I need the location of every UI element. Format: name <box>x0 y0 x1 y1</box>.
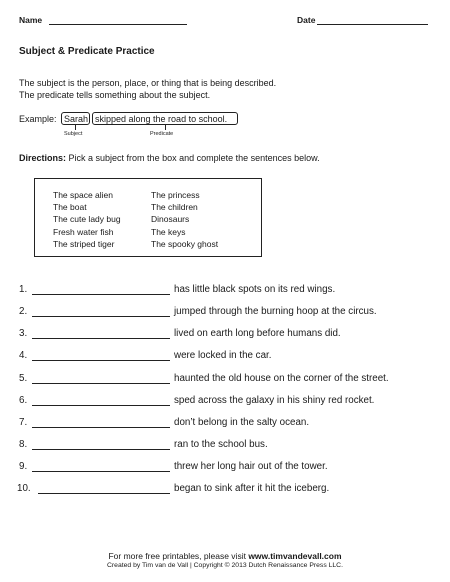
question-number: 1. <box>19 284 28 295</box>
answer-blank[interactable] <box>32 427 170 428</box>
name-label: Name <box>19 15 43 25</box>
subject-pointer <box>75 125 76 130</box>
answer-blank[interactable] <box>32 383 170 384</box>
question-predicate: threw her long hair out of the tower. <box>174 461 328 472</box>
question-row <box>0 303 450 323</box>
footer-line-2: Created by Tim van de Vall | Copyright © 2013 Dutch Renaissance Press LLC. <box>107 562 343 569</box>
subject-option: Fresh water fish <box>53 226 114 237</box>
answer-blank[interactable] <box>32 360 170 361</box>
subject-column-left <box>53 189 121 250</box>
question-number: 10. <box>17 483 31 494</box>
date-field[interactable] <box>317 24 428 25</box>
answer-blank[interactable] <box>32 449 170 450</box>
question-predicate: ran to the school bus. <box>174 439 268 450</box>
question-predicate: haunted the old house on the corner of the street. <box>174 373 389 384</box>
answer-blank[interactable] <box>32 471 170 472</box>
question-number: 9. <box>19 461 28 472</box>
answer-blank[interactable] <box>38 493 170 494</box>
subject-column-right <box>151 189 218 250</box>
question-predicate: jumped through the burning hoop at the circus. <box>174 306 377 317</box>
predicate-caption: Predicate <box>150 131 174 137</box>
subject-caption: Subject <box>64 131 83 137</box>
example-predicate-box: skipped along the road to school. <box>92 112 238 125</box>
question-predicate: were locked in the car. <box>174 350 272 361</box>
question-number: 8. <box>19 439 28 450</box>
footer-link[interactable]: www.timvandevall.com <box>248 551 342 561</box>
directions-label: Directions: <box>19 153 67 163</box>
predicate-pointer <box>165 125 166 130</box>
question-row <box>0 392 450 412</box>
question-predicate: has little black spots on its red wings. <box>174 284 336 295</box>
footer-line-1 <box>0 551 450 561</box>
example-subject-box: Sarah <box>61 112 90 125</box>
directions <box>19 152 320 164</box>
question-number: 5. <box>19 373 28 384</box>
question-row <box>0 370 450 390</box>
page-title: Subject & Predicate Practice <box>19 46 155 57</box>
subject-option: The keys <box>151 226 186 237</box>
question-row <box>0 480 450 500</box>
question-row <box>0 414 450 434</box>
question-predicate: don’t belong in the salty ocean. <box>174 417 310 428</box>
question-predicate: began to sink after it hit the iceberg. <box>174 483 330 494</box>
question-predicate: lived on earth long before humans did. <box>174 328 341 339</box>
question-row <box>0 347 450 367</box>
intro-line-1: The subject is the person, place, or thing that is being described. <box>19 78 277 88</box>
question-row <box>0 436 450 456</box>
name-field[interactable] <box>49 24 187 25</box>
footer-prefix: For more free printables, please visit <box>108 551 249 561</box>
subject-option: The princess <box>151 190 200 200</box>
date-label: Date <box>297 15 316 25</box>
question-predicate: sped across the galaxy in his shiny red rocket. <box>174 395 375 406</box>
answer-blank[interactable] <box>32 294 170 295</box>
subject-option: The striped tiger <box>53 238 115 249</box>
subject-option: The children <box>151 202 198 213</box>
question-number: 6. <box>19 395 28 406</box>
intro-line-2: The predicate tells something about the subject. <box>19 90 211 100</box>
example-label: Example: <box>19 114 57 124</box>
answer-blank[interactable] <box>32 405 170 406</box>
question-row <box>0 281 450 301</box>
answer-blank[interactable] <box>32 338 170 339</box>
subject-option: The space alien <box>53 190 114 200</box>
directions-text: Pick a subject from the box and complete the sentences below. <box>68 153 320 163</box>
question-number: 3. <box>19 328 28 339</box>
intro-text <box>19 77 276 101</box>
subject-option: Dinosaurs <box>151 214 190 225</box>
question-number: 2. <box>19 306 28 317</box>
subject-option: The boat <box>53 202 87 213</box>
answer-blank[interactable] <box>32 316 170 317</box>
question-number: 4. <box>19 350 28 361</box>
question-number: 7. <box>19 417 28 428</box>
question-row <box>0 458 450 478</box>
question-row <box>0 325 450 345</box>
subject-option: The cute lady bug <box>53 214 121 225</box>
subject-option: The spooky ghost <box>151 238 219 249</box>
